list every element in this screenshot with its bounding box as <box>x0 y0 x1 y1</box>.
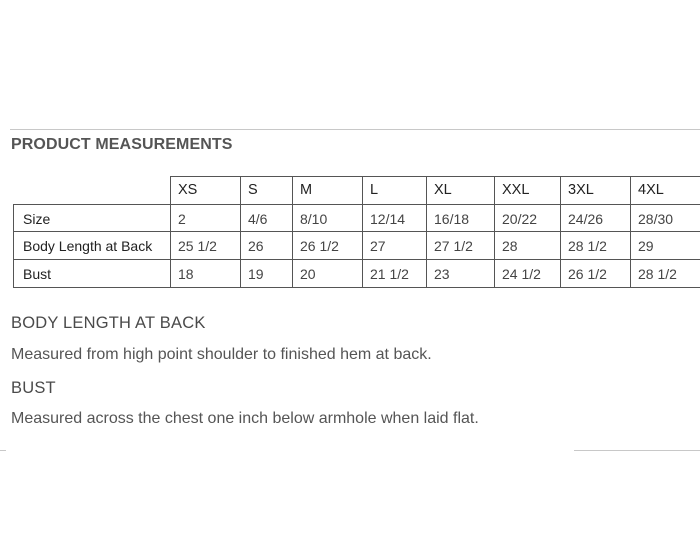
section-text-body-length: Measured from high point shoulder to finished hem at back. <box>11 346 432 363</box>
table-cell: 4/6 <box>248 211 268 227</box>
table-cell: 28 1/2 <box>568 238 607 254</box>
table-column-divider <box>362 176 363 287</box>
table-row-divider <box>13 287 700 288</box>
size-header-l: L <box>370 182 379 198</box>
table-cell: 20 <box>300 266 316 282</box>
table-cell: 8/10 <box>300 211 328 227</box>
size-header-s: S <box>248 182 258 198</box>
table-cell: 25 1/2 <box>178 238 217 254</box>
table-cell: 21 1/2 <box>370 266 409 282</box>
table-cell: 18 <box>178 266 194 282</box>
row-label: Bust <box>23 266 52 282</box>
section-heading-body-length: BODY LENGTH AT BACK <box>11 314 206 332</box>
size-header-3xl: 3XL <box>568 182 594 198</box>
table-column-divider <box>494 176 495 287</box>
table-column-divider <box>240 176 241 287</box>
table-column-divider <box>630 176 631 287</box>
table-cell: 28 1/2 <box>638 266 677 282</box>
table-header-border <box>170 176 700 177</box>
size-header-m: M <box>300 182 313 198</box>
bottom-divider-right <box>574 450 700 451</box>
table-cell: 27 1/2 <box>434 238 473 254</box>
table-cell: 24/26 <box>568 211 604 227</box>
table-column-divider <box>13 204 14 287</box>
table-cell: 24 1/2 <box>502 266 541 282</box>
size-header-4xl: 4XL <box>638 182 664 198</box>
table-cell: 16/18 <box>434 211 470 227</box>
table-column-divider <box>560 176 561 287</box>
table-column-divider <box>426 176 427 287</box>
table-cell: 26 1/2 <box>300 238 339 254</box>
table-cell: 26 <box>248 238 264 254</box>
table-row-divider <box>13 231 700 232</box>
table-cell: 28/30 <box>638 211 674 227</box>
table-cell: 26 1/2 <box>568 266 607 282</box>
table-cell: 12/14 <box>370 211 406 227</box>
section-heading-bust: BUST <box>11 379 56 397</box>
table-cell: 28 <box>502 238 518 254</box>
size-header-xs: XS <box>178 182 198 198</box>
table-cell: 27 <box>370 238 386 254</box>
size-header-xxl: XXL <box>502 182 530 198</box>
row-label: Size <box>23 211 51 227</box>
section-text-bust: Measured across the chest one inch below armhole when laid flat. <box>11 410 479 427</box>
table-row-divider <box>13 204 700 205</box>
top-divider <box>10 129 700 130</box>
table-row-divider <box>13 259 700 260</box>
row-label: Body Length at Back <box>23 238 153 254</box>
table-cell: 23 <box>434 266 450 282</box>
size-header-xl: XL <box>434 182 452 198</box>
page-title: PRODUCT MEASUREMENTS <box>11 136 233 153</box>
bottom-divider-left <box>0 450 6 451</box>
table-cell: 29 <box>638 238 654 254</box>
table-cell: 20/22 <box>502 211 538 227</box>
table-cell: 19 <box>248 266 264 282</box>
table-cell: 2 <box>178 211 186 227</box>
table-column-divider <box>170 176 171 287</box>
table-column-divider <box>292 176 293 287</box>
